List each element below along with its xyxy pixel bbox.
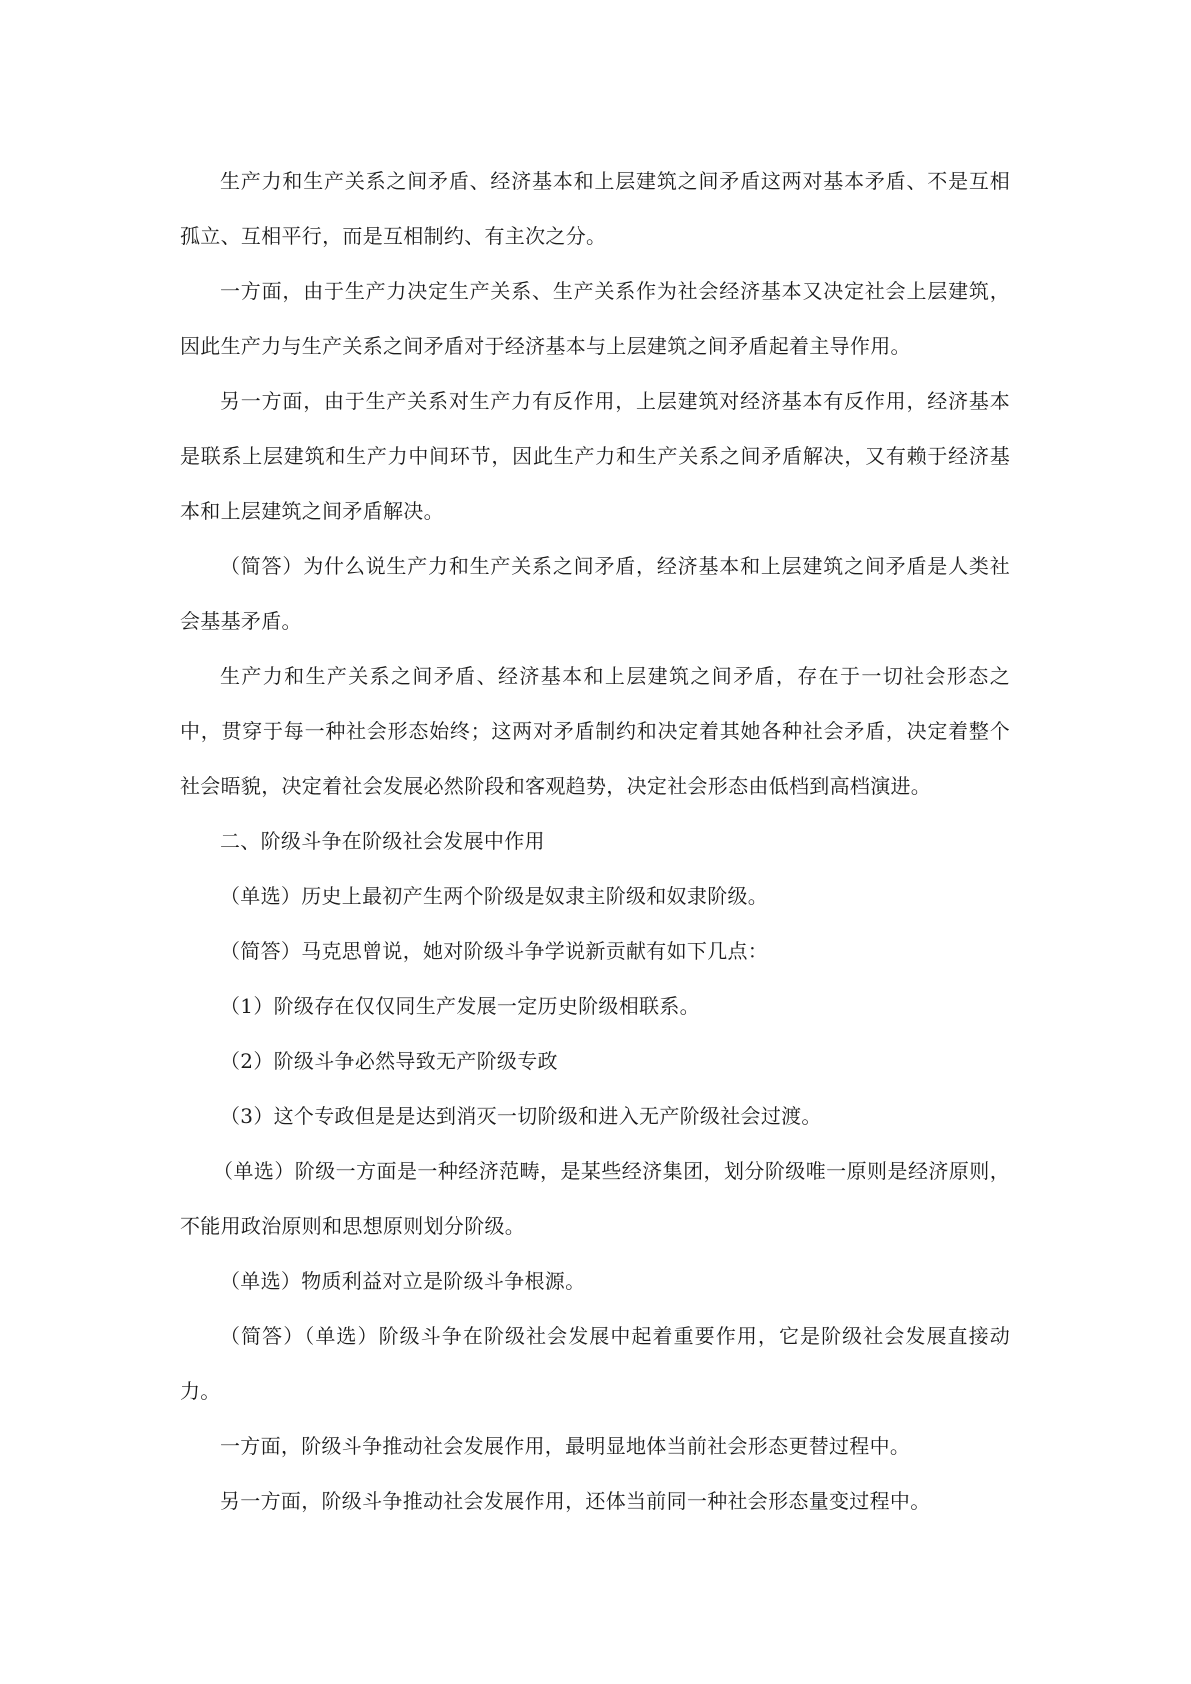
- paragraph: 生产力和生产关系之间矛盾、经济基本和上层建筑之间矛盾这两对基本矛盾、不是互相孤立、互相平行，而是互相制约、有主次之分。: [180, 169, 1010, 248]
- section-heading: 二、阶级斗争在阶级社会发展中作用: [220, 829, 545, 853]
- paragraph: （单选）历史上最初产生两个阶级是奴隶主阶级和奴隶阶级。: [220, 884, 769, 908]
- list-item: （2）阶级斗争必然导致无产阶级专政: [220, 1049, 558, 1073]
- paragraph: （简答）为什么说生产力和生产关系之间矛盾，经济基本和上层建筑之间矛盾是人类社会基基矛盾。: [180, 554, 1010, 633]
- paragraph: （单选）物质利益对立是阶级斗争根源。: [220, 1269, 586, 1293]
- paragraph: 另一方面，由于生产关系对生产力有反作用，上层建筑对经济基本有反作用，经济基本是联系上层建筑和生产力中间环节，因此生产力和生产关系之间矛盾解决，又有赖于经济基本和上层建筑之间矛盾解决。: [180, 389, 1010, 523]
- paragraph: 另一方面，阶级斗争推动社会发展作用，还体当前同一种社会形态量变过程中。: [220, 1489, 931, 1513]
- paragraph: （简答）（单选）阶级斗争在阶级社会发展中起着重要作用，它是阶级社会发展直接动力。: [180, 1324, 1010, 1403]
- paragraph: 一方面，阶级斗争推动社会发展作用，最明显地体当前社会形态更替过程中。: [220, 1434, 911, 1458]
- paragraph: 生产力和生产关系之间矛盾、经济基本和上层建筑之间矛盾，存在于一切社会形态之中，贯穿于每一种社会形态始终；这两对矛盾制约和决定着其她各种社会矛盾，决定着整个社会晤貌，决定着社会发展必然阶段和客观趋势，决定社会形态由低档到高档演进。: [180, 664, 1010, 798]
- paragraph: （简答）马克思曾说，她对阶级斗争学说新贡献有如下几点：: [220, 939, 769, 963]
- list-item: （1）阶级存在仅仅同生产发展一定历史阶级相联系。: [220, 994, 700, 1018]
- paragraph: 一方面，由于生产力决定生产关系、生产关系作为社会经济基本又决定社会上层建筑，因此生产力与生产关系之间矛盾对于经济基本与上层建筑之间矛盾起着主导作用。: [180, 279, 1010, 358]
- document-body: [180, 154, 1010, 1529]
- list-item: （3）这个专政但是是达到消灭一切阶级和进入无产阶级社会过渡。: [220, 1104, 822, 1128]
- paragraph: （单选）阶级一方面是一种经济范畴，是某些经济集团，划分阶级唯一原则是经济原则，不能用政治原则和思想原则划分阶级。: [180, 1159, 1010, 1238]
